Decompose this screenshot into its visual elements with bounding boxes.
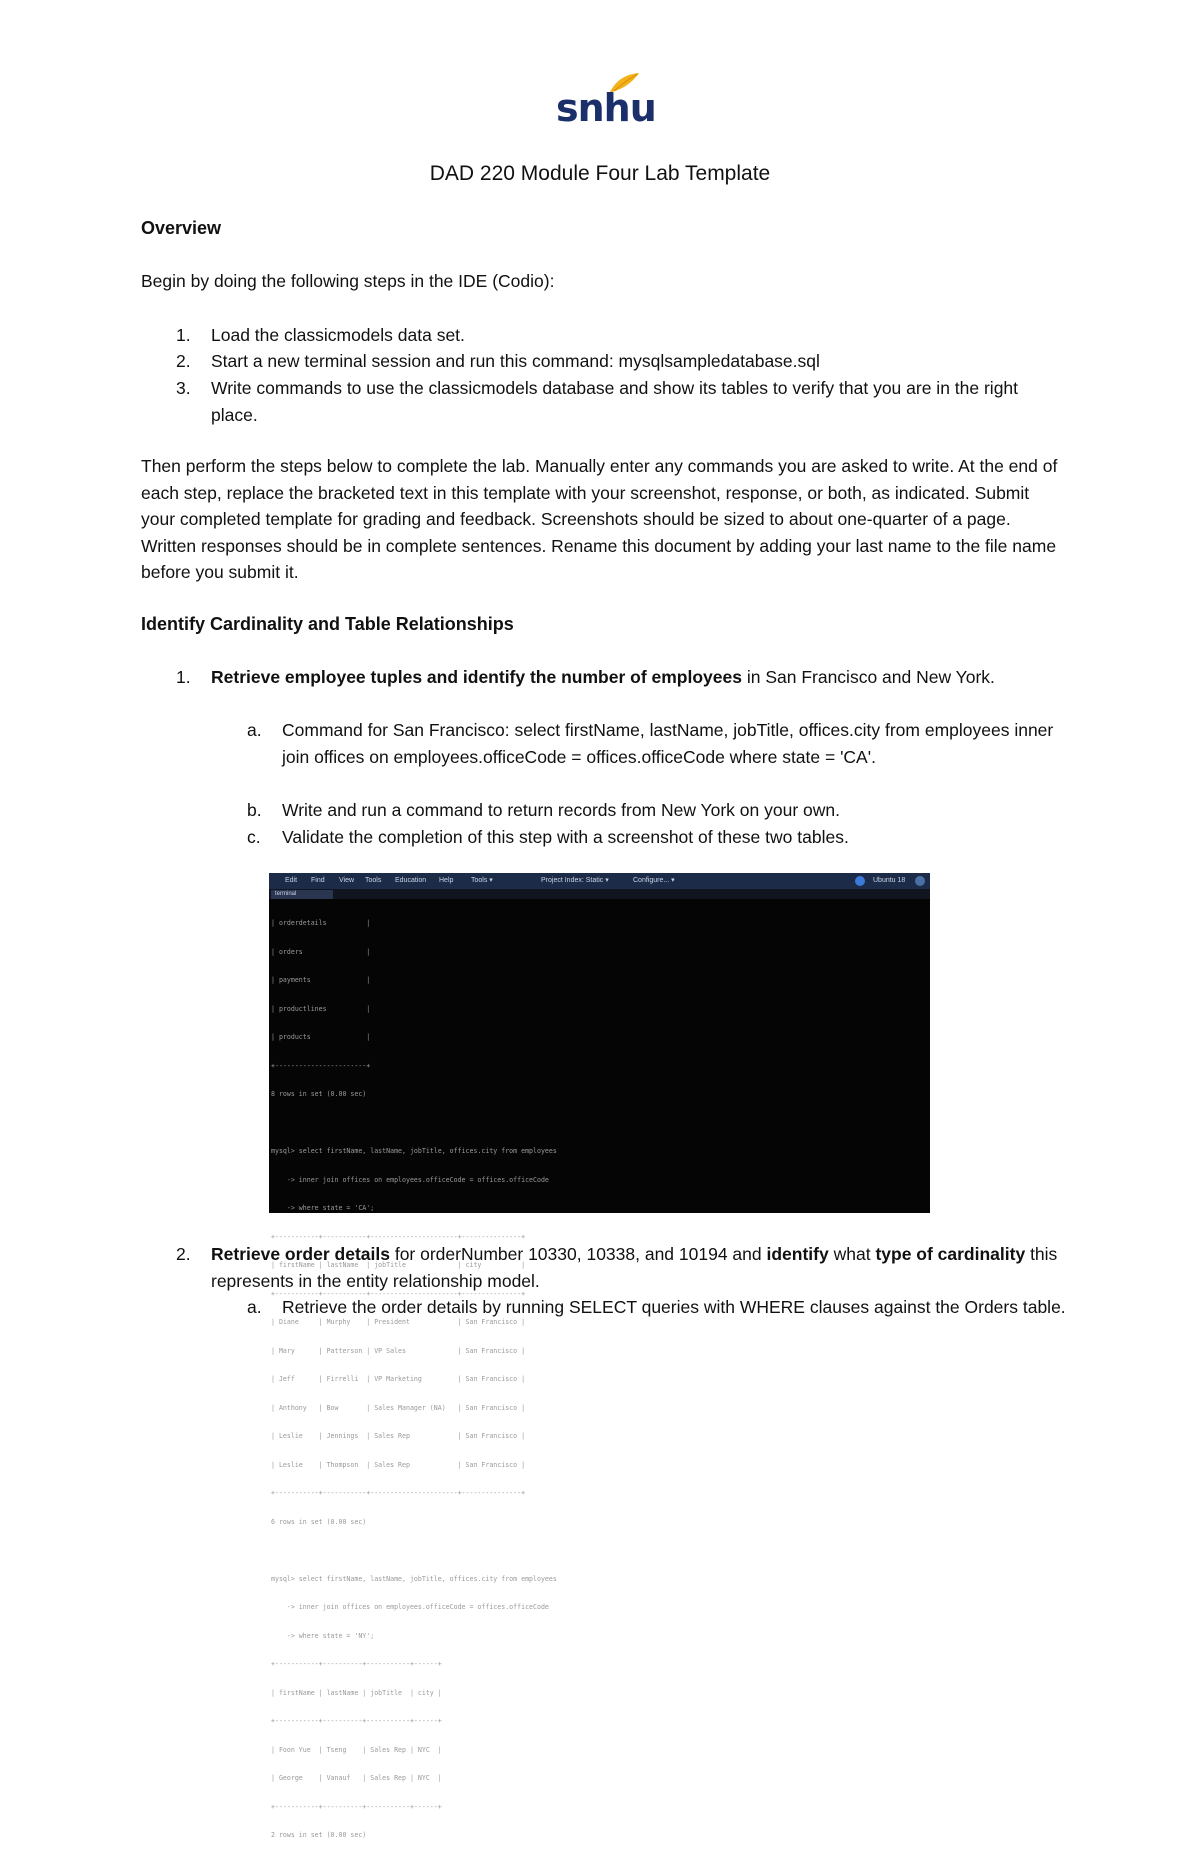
ide-menubar: [269, 873, 930, 889]
menu-item: Find: [311, 877, 325, 884]
cardinality-heading: Identify Cardinality and Table Relationships: [141, 614, 514, 634]
gear-icon: [915, 876, 925, 886]
terminal-output: | orderdetails | | orders | | payments | | productlines | | products | +-----------------------+ 8 rows in set (0.00 sec) mysql> select firstName, lastName, jobTitle, offices.city from employees -> inner join offices on employees.officeCode = offices.officeCode -> where state = 'CA'; +-----------+-----------+----------------------+---------------+ | firstName | lastName | jobTitle | city | +-----------+-----------+----------------------+---------------+ | Diane | Murphy | President | San Francisco | | Mary | Patterson | VP Sales | San Francisco | | Jeff | Firrelli | VP Marketing | San Francisco | | Anthony | Bow | Sales Manager (NA) | San Francisco | | Leslie | Jennings | Sales Rep | San Francisco | | Leslie | Thompson | Sales Rep | San Francisco | +-----------+-----------+----------------------+---------------+ 6 rows in set (0.00 sec) mysql> select firstName, lastName, jobTitle, offices.city from employees -> inner join offices on employees.officeCode = offices.officeCode -> where state = 'NY'; +-----------+----------+-----------+------+ | firstName | lastName | jobTitle | city | +-----------+----------+-----------+------+ | Foon Yue | Tseng | Sales Rep | NYC | | George | Vanauf | Sales Rep | NYC | +-----------+----------+-----------+------+ 2 rows in set (0.00 sec): [271, 919, 557, 1839]
menu-item: Configure... ▾: [633, 877, 675, 884]
menu-item: Tools: [365, 877, 382, 884]
document-title: DAD 220 Module Four Lab Template: [429, 162, 771, 185]
logo-text: snhu: [556, 86, 656, 130]
overview-heading: Overview: [141, 218, 222, 238]
status-icon: [855, 876, 865, 886]
terminal-screenshot: [269, 873, 930, 1839]
menu-item: Edit: [285, 877, 298, 884]
ide-tabbar: [269, 889, 930, 899]
document-page: snhu DAD 220 Module Four Lab Template Overview Begin by doing the following steps in the IDE (Codio): 1. Load the classicmodels data set. 2. Start a new terminal session and run this command: mysqlsampledatabase.sql 3. Write commands to use the classicmodels database and show its tables to verify that you are in the right place. Then perform the steps below to complete the lab. Manually enter any commands you are asked to write. At the end of each step, replace the bracketed text in this template with your screenshot, response, or both, as indicated. Submit your completed template for grading and feedback. Screenshots should be sized to about one-quarter of a page. Written responses should be in complete sentences. Rename this document by adding your last name to the file name before you submit it. Identify Cardinality and Table Relationships 1. Retrieve employee tuples and identify the number of employees in San Francisco and New York. a. Command for San Francisco: select firstName, lastName, jobTitle, offices.city from employees inner join offices on employees.officeCode = offices.officeCode where state = 'CA'. b. Write and run a command to return records from New York on your own. c. Validate the completion of this step with a screenshot of these two tables. Edit Find View Tools Education Help Tools ▾ Project Index: Static ▾ Configure... ▾ Ubuntu 18 terminal | orderdetails | | orders | | payments | | productlines | | products | +-----------------------+ 8 rows in set (0.00 sec) mysql> select firstName, lastName, jobTitle, offices.city from employees -> inner join offices on employees.officeCode = offices.officeCode -> where state = 'CA'; +-----------+-----------+----------------------+---------------+ | firstName | lastName | jobTitle | city | +-----------+-----------+----------------------+---------------+ | Diane | Murphy | President | San Francisco | | Mary | Patterson | VP Sales | San Francisco | | Jeff | Firrelli | VP Marketing | San Francisco | | Anthony | Bow | Sales Manager (NA) | San Francisco | | Leslie | Jennings | Sales Rep | San Francisco | | Leslie | Thompson | Sales Rep | San Francisco | +-----------+-----------+----------------------+---------------+ 6 rows in set (0.00 sec) mysql> select firstName, lastName, jobTitle, offices.city from employees -> inner join offices on employees.officeCode = offices.officeCode -> where state = 'NY'; +-----------+----------+-----------+------+ | firstName | lastName | jobTitle | city | +-----------+----------+-----------+------+ | Foon Yue | Tseng | Sales Rep | NYC | | George | Vanauf | Sales Rep | NYC | +-----------+----------+-----------+------+ 2 rows in set (0.00 sec) 2. Retrieve order details for orderNumber 10330, 10338, and 10194 and identify what type of cardinality this represents in the entity relationship model. a. Retrieve the order details by running SELECT queries with WHERE clauses against the Orders table.: [0, 0, 1200, 1553]
instructions-paragraph: Then perform the steps below to complete the lab. Manually enter any commands you are asked to write. At the end of each step, replace the bracketed text in this template with your screenshot, response, or both, as indicated. Submit your completed template for grading and feedback. Screenshots should be sized to about one-quarter of a page. Written responses should be in complete sentences. Rename this document by adding your last name to the file name before you submit it.: [141, 456, 1058, 582]
menu-item: Help: [439, 877, 454, 884]
overview-intro: Begin by doing the following steps in the IDE (Codio):: [141, 271, 555, 291]
menu-item: View: [339, 877, 355, 884]
snhu-logo: [556, 72, 656, 134]
menu-item: Tools ▾: [471, 877, 493, 884]
menu-item: Project Index: Static ▾: [541, 877, 609, 884]
menu-item: Ubuntu 18: [873, 877, 906, 884]
menu-item: Education: [395, 877, 427, 884]
tab-terminal: terminal: [271, 890, 333, 899]
